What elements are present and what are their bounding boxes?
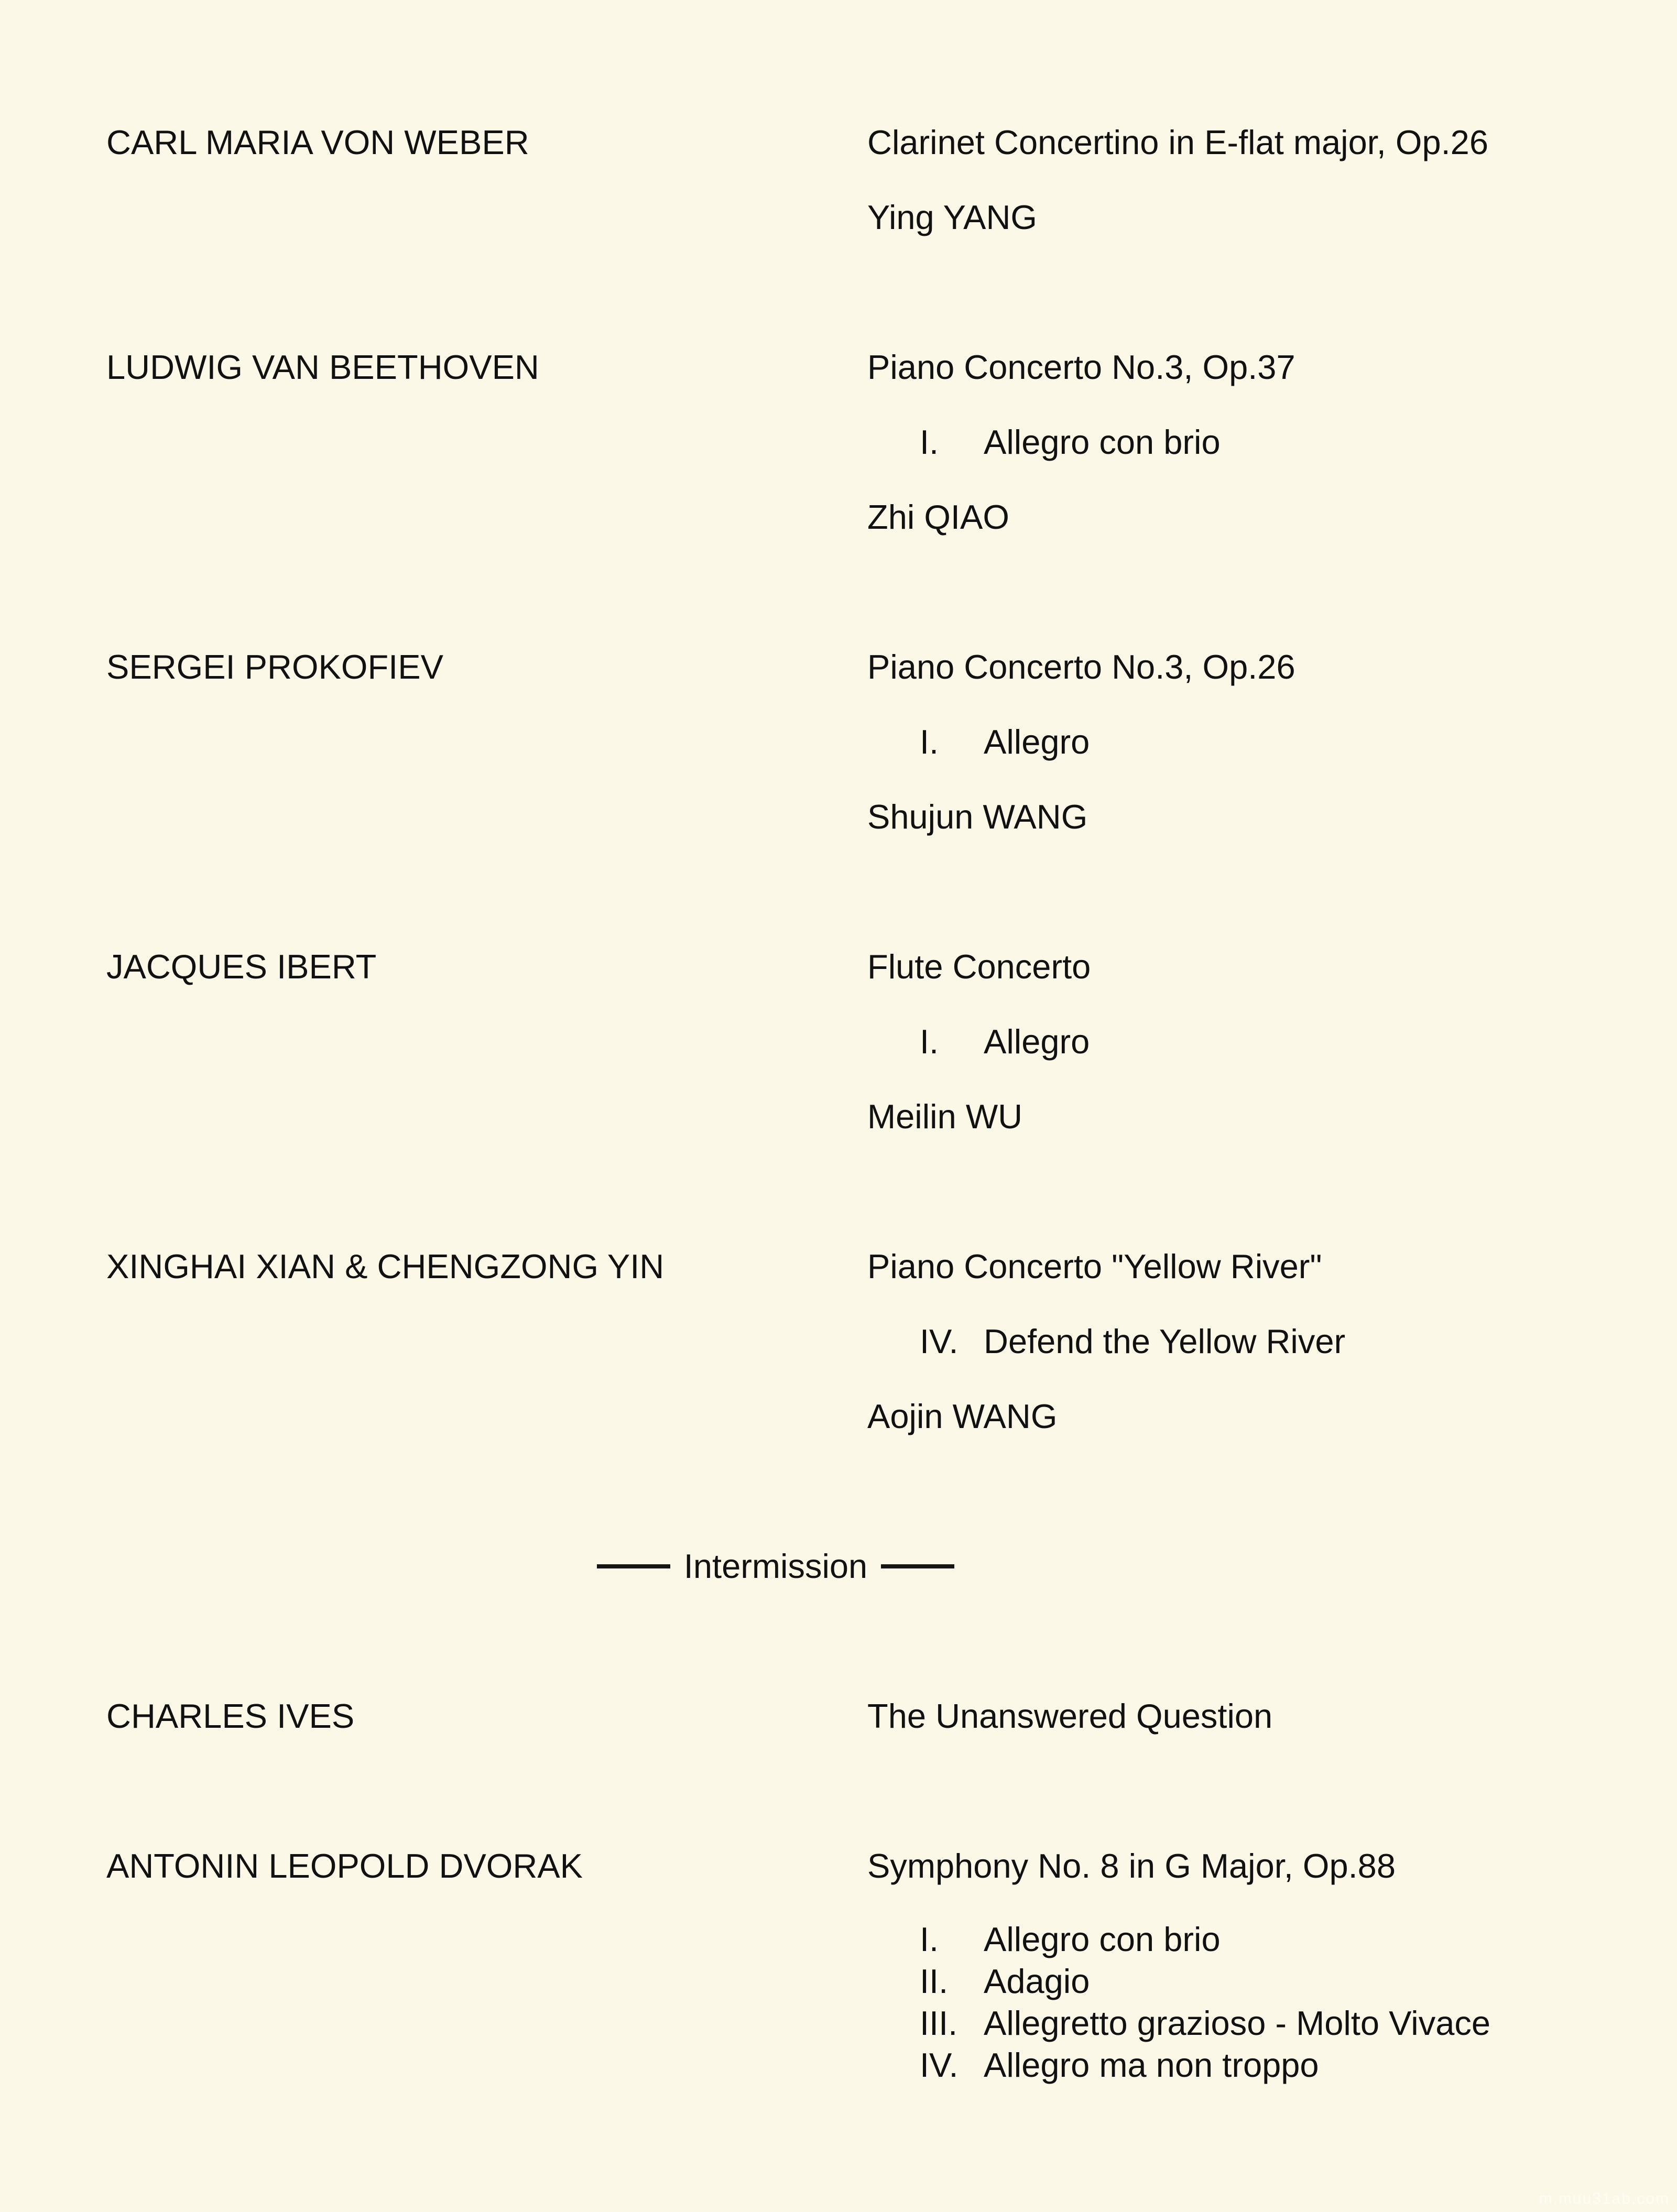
program-entry	[106, 629, 1656, 854]
movement-name: Allegro ma non troppo	[984, 2046, 1319, 2084]
performer-name: Ying YANG	[867, 198, 1037, 236]
movement-list	[867, 704, 1656, 779]
movement-name: Adagio	[984, 1962, 1090, 2000]
composer-name: ANTONIN LEOPOLD DVORAK	[106, 1847, 583, 1885]
movement-item	[920, 1960, 1656, 2002]
program-entry	[106, 330, 1656, 554]
work-title: Flute Concerto	[867, 947, 1091, 986]
movement-item	[920, 2044, 1656, 2086]
movement-item	[920, 2002, 1656, 2044]
program-entry	[106, 929, 1656, 1154]
movement-numeral: I.	[920, 1022, 939, 1061]
movement-list	[867, 1004, 1656, 1079]
program-part-2	[106, 1679, 1656, 2086]
movement-numeral: II.	[920, 1962, 949, 2000]
movement-name: Allegro	[984, 723, 1090, 761]
movement-numeral: I.	[920, 1920, 939, 1958]
performer-name: Shujun WANG	[867, 798, 1088, 836]
entry-details	[867, 1229, 1656, 1454]
work-title: Piano Concerto No.3, Op.26	[867, 648, 1295, 686]
program-entry	[106, 105, 1656, 255]
performer-name: Aojin WANG	[867, 1397, 1058, 1435]
entry-details	[867, 1828, 1656, 2086]
work-title: The Unanswered Question	[867, 1697, 1273, 1735]
program-entry	[106, 1828, 1656, 2086]
movement-item	[920, 1004, 1656, 1079]
movement-name: Allegro	[984, 1022, 1090, 1061]
movement-numeral: III.	[920, 2004, 958, 2042]
movement-item	[920, 704, 1656, 779]
composer-name: XINGHAI XIAN & CHENGZONG YIN	[106, 1247, 665, 1285]
intermission-rule-left	[597, 1564, 670, 1568]
movement-numeral: IV.	[920, 2046, 959, 2084]
movement-numeral: IV.	[920, 1322, 959, 1360]
movement-list	[867, 405, 1656, 480]
work-title: Symphony No. 8 in G Major, Op.88	[867, 1847, 1396, 1885]
movement-name: Defend the Yellow River	[984, 1322, 1346, 1360]
entry-details	[867, 929, 1656, 1154]
movement-list	[867, 1919, 1656, 2086]
performer-name: Meilin WU	[867, 1097, 1023, 1136]
movement-item	[920, 405, 1656, 480]
work-title: Piano Concerto No.3, Op.37	[867, 348, 1295, 386]
composer-name: JACQUES IBERT	[106, 947, 377, 986]
program-part-1	[106, 105, 1656, 1454]
entry-details	[867, 105, 1656, 255]
entry-details	[867, 629, 1656, 854]
watermark-text: m.muu31ab.com	[1539, 2190, 1670, 2207]
movement-numeral: I.	[920, 723, 939, 761]
performer-name: Zhi QIAO	[867, 498, 1009, 536]
movement-name: Allegretto grazioso - Molto Vivace	[984, 2004, 1491, 2042]
intermission-label: Intermission	[683, 1547, 868, 1585]
entry-details	[867, 330, 1656, 554]
intermission-rule-right	[881, 1564, 954, 1568]
program-entry	[106, 1679, 1656, 1753]
work-title: Clarinet Concertino in E-flat major, Op.26	[867, 123, 1488, 161]
composer-name: CARL MARIA VON WEBER	[106, 123, 529, 161]
program-entry	[106, 1229, 1656, 1454]
composer-name: CHARLES IVES	[106, 1697, 355, 1735]
composer-name: LUDWIG VAN BEETHOVEN	[106, 348, 539, 386]
composer-name: SERGEI PROKOFIEV	[106, 648, 443, 686]
movement-item	[920, 1304, 1656, 1379]
movement-list	[867, 1304, 1656, 1379]
entry-details	[867, 1679, 1656, 1753]
movement-item	[920, 1919, 1656, 1960]
movement-numeral: I.	[920, 423, 939, 461]
work-title: Piano Concerto "Yellow River"	[867, 1247, 1322, 1285]
movement-name: Allegro con brio	[984, 423, 1221, 461]
intermission-divider	[106, 1529, 1445, 1604]
movement-name: Allegro con brio	[984, 1920, 1221, 1958]
